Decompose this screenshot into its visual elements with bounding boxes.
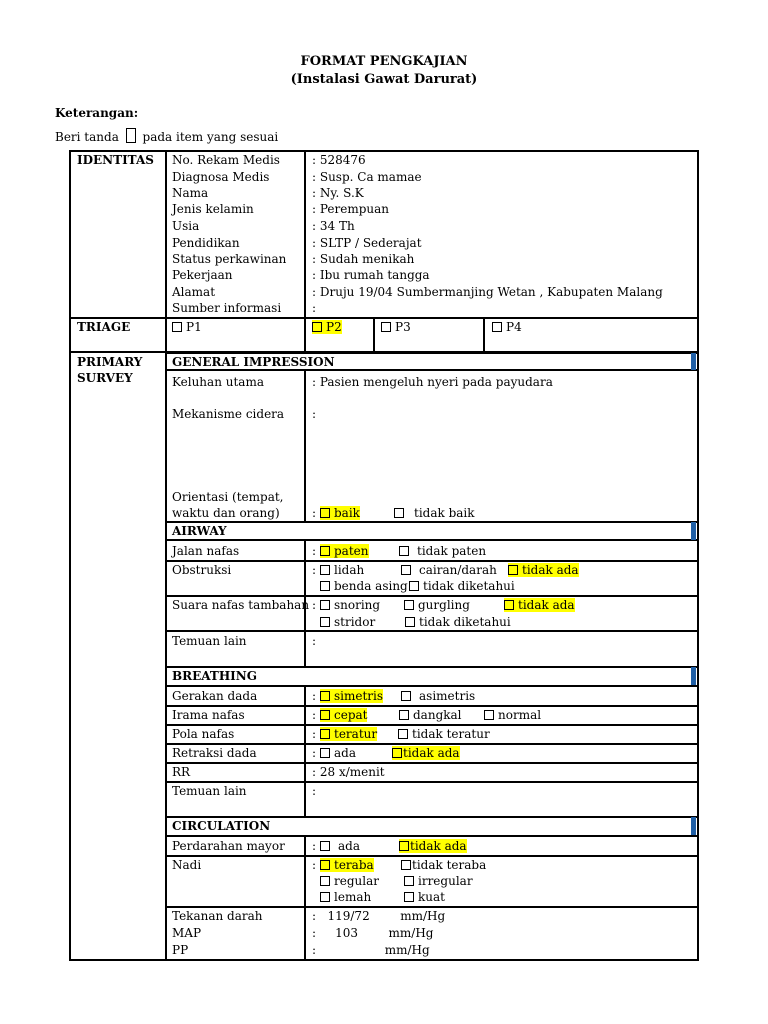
identitas-field-label: Nama bbox=[172, 186, 209, 200]
airway-temuan-value: : bbox=[312, 634, 317, 648]
nadi-option-kuat[interactable]: kuat bbox=[404, 890, 445, 904]
identitas-field-value: : Ibu rumah tangga bbox=[312, 268, 430, 282]
nadi-label: Nadi bbox=[172, 858, 202, 872]
orientasi-label-1: Orientasi (tempat, bbox=[172, 490, 284, 504]
jalan-option-tidak-paten[interactable]: tidak paten bbox=[399, 544, 486, 558]
irama-option-normal[interactable]: normal bbox=[484, 708, 541, 722]
obstruksi-option-benda-asing[interactable]: benda asing bbox=[320, 579, 408, 593]
nadi-option-lemah[interactable]: lemah bbox=[320, 890, 371, 904]
checkbox-icon bbox=[409, 581, 419, 591]
identitas-label: IDENTITAS bbox=[77, 153, 154, 167]
pp-label: PP bbox=[172, 943, 189, 957]
perdarahan-option-tidak-ada[interactable]: tidak ada bbox=[399, 839, 467, 853]
pola-option-tidak-teratur[interactable]: tidak teratur bbox=[398, 727, 490, 741]
obstruksi-option-cairan[interactable]: cairan/darah bbox=[401, 563, 497, 577]
suara-option-stridor[interactable]: stridor bbox=[320, 615, 375, 629]
checkbox-icon bbox=[320, 546, 330, 556]
checkbox-icon bbox=[320, 600, 330, 610]
irama-nafas-label: Irama nafas bbox=[172, 708, 245, 722]
orientasi-option-baik[interactable]: baik bbox=[320, 506, 360, 520]
identitas-field-value: : SLTP / Sederajat bbox=[312, 236, 422, 250]
nadi-option-teraba[interactable]: teraba bbox=[320, 858, 374, 872]
checkbox-icon bbox=[320, 892, 330, 902]
map-label: MAP bbox=[172, 926, 202, 940]
identitas-field-label: Jenis kelamin bbox=[172, 202, 254, 216]
checkbox-icon bbox=[484, 710, 494, 720]
checkbox-icon bbox=[320, 729, 330, 739]
checkbox-icon bbox=[320, 565, 330, 575]
checkbox-icon bbox=[399, 841, 409, 851]
identitas-field-value: : Perempuan bbox=[312, 202, 390, 216]
triage-option-p4[interactable]: P4 bbox=[492, 320, 522, 334]
colon: : bbox=[312, 598, 317, 612]
colon: : bbox=[312, 727, 317, 741]
airway-temuan-label: Temuan lain bbox=[172, 634, 247, 648]
note-label: Keterangan: bbox=[55, 106, 139, 120]
suara-option-gurgling[interactable]: gurgling bbox=[404, 598, 470, 612]
tekanan-darah-value: : 119/72 mm/Hg bbox=[312, 909, 446, 923]
pp-value: : mm/Hg bbox=[312, 943, 430, 957]
checkbox-icon bbox=[320, 691, 330, 701]
instruction bbox=[55, 128, 278, 144]
orientasi-label-2: waktu dan orang) bbox=[172, 506, 280, 520]
identitas-field-label: Pekerjaan bbox=[172, 268, 233, 282]
checkbox-icon bbox=[320, 581, 330, 591]
map-value: : 103 mm/Hg bbox=[312, 926, 434, 940]
checkbox-icon bbox=[320, 841, 330, 851]
checkbox-icon bbox=[492, 322, 502, 332]
orientasi-option-tidak-baik[interactable]: tidak baik bbox=[394, 506, 475, 520]
identitas-field-label: Sumber informasi bbox=[172, 301, 282, 315]
jalan-nafas-label: Jalan nafas bbox=[172, 544, 240, 558]
gerakan-option-simetris[interactable]: simetris bbox=[320, 689, 383, 703]
checkbox-icon bbox=[394, 508, 404, 518]
rr-value: : 28 x/menit bbox=[312, 765, 385, 779]
checkbox-icon bbox=[405, 617, 415, 627]
obstruksi-label: Obstruksi bbox=[172, 563, 232, 577]
triage-label: TRIAGE bbox=[77, 320, 131, 334]
identitas-field-label: Usia bbox=[172, 219, 200, 233]
checkbox-icon bbox=[399, 546, 409, 556]
identitas-field-value: : 528476 bbox=[312, 153, 366, 167]
colon: : bbox=[312, 563, 317, 577]
identitas-field-value: : bbox=[312, 301, 317, 315]
pola-nafas-label: Pola nafas bbox=[172, 727, 235, 741]
colon: : bbox=[312, 839, 317, 853]
checkbox-icon bbox=[312, 322, 322, 332]
pola-option-teratur[interactable]: teratur bbox=[320, 727, 377, 741]
checkbox-icon bbox=[320, 508, 330, 518]
identitas-field-label: Diagnosa Medis bbox=[172, 170, 270, 184]
checkbox-icon bbox=[381, 322, 391, 332]
irama-option-cepat[interactable]: cepat bbox=[320, 708, 367, 722]
identitas-field-label: Status perkawinan bbox=[172, 252, 287, 266]
page-subtitle: (Instalasi Gawat Darurat) bbox=[290, 72, 478, 87]
nadi-option-tidak-teraba[interactable]: tidak teraba bbox=[401, 858, 486, 872]
breathing-heading: BREATHING bbox=[172, 669, 258, 683]
suara-option-snoring[interactable]: snoring bbox=[320, 598, 380, 612]
checkmark-placeholder-icon bbox=[126, 128, 136, 143]
identitas-field-label: Pendidikan bbox=[172, 236, 240, 250]
instruction-post: pada item yang sesuai bbox=[142, 130, 279, 144]
colon: : bbox=[312, 858, 317, 872]
jalan-option-paten[interactable]: paten bbox=[320, 544, 369, 558]
airway-heading: AIRWAY bbox=[172, 524, 227, 538]
keluhan-value: : Pasien mengeluh nyeri pada payudara bbox=[312, 375, 553, 389]
perdarahan-label: Perdarahan mayor bbox=[172, 839, 285, 853]
retraksi-option-tidak-ada[interactable]: tidak ada bbox=[392, 746, 460, 760]
instruction-pre: Beri tanda bbox=[55, 130, 119, 144]
retraksi-dada-label: Retraksi dada bbox=[172, 746, 257, 760]
identitas-field-value: : Druju 19/04 Sumbermanjing Wetan , Kabupaten Malang bbox=[312, 285, 663, 299]
tekanan-darah-label: Tekanan darah bbox=[172, 909, 263, 923]
checkbox-icon bbox=[401, 565, 411, 575]
checkbox-icon bbox=[320, 617, 330, 627]
keluhan-label: Keluhan utama bbox=[172, 375, 264, 389]
identitas-field-label: Alamat bbox=[172, 285, 216, 299]
nadi-option-regular[interactable]: regular bbox=[320, 874, 379, 888]
checkbox-icon bbox=[508, 565, 518, 575]
colon: : bbox=[312, 708, 317, 722]
checkbox-icon bbox=[399, 710, 409, 720]
checkbox-icon bbox=[392, 748, 402, 758]
nadi-option-irregular[interactable]: irregular bbox=[404, 874, 473, 888]
checkbox-icon bbox=[320, 876, 330, 886]
identitas-field-value: : 34 Th bbox=[312, 219, 355, 233]
orientasi-colon: : bbox=[312, 506, 317, 520]
identitas-field-value: : Ny. S.K bbox=[312, 186, 364, 200]
perdarahan-option-ada[interactable]: ada bbox=[320, 839, 360, 853]
general-impression-heading: GENERAL IMPRESSION bbox=[172, 355, 335, 369]
colon: : bbox=[312, 689, 317, 703]
mekanisme-label: Mekanisme cidera bbox=[172, 407, 285, 421]
obstruksi-option-tidak-ada[interactable]: tidak ada bbox=[508, 563, 579, 577]
triage-option-p1[interactable]: P1 bbox=[172, 320, 202, 334]
triage-option-p3[interactable]: P3 bbox=[381, 320, 411, 334]
gerakan-option-asimetris[interactable]: asimetris bbox=[401, 689, 475, 703]
obstruksi-option-lidah[interactable]: lidah bbox=[320, 563, 364, 577]
suara-option-tidak-ada[interactable]: tidak ada bbox=[504, 598, 575, 612]
irama-option-dangkal[interactable]: dangkal bbox=[399, 708, 462, 722]
checkbox-icon bbox=[320, 710, 330, 720]
obstruksi-option-tidak-diketahui[interactable]: tidak diketahui bbox=[409, 579, 515, 593]
identitas-field-value: : Sudah menikah bbox=[312, 252, 415, 266]
breathing-temuan-label: Temuan lain bbox=[172, 784, 247, 798]
identitas-field-value: : Susp. Ca mamae bbox=[312, 170, 422, 184]
checkbox-icon bbox=[504, 600, 514, 610]
breathing-temuan-value: : bbox=[312, 784, 317, 798]
checkbox-icon bbox=[401, 860, 411, 870]
gerakan-dada-label: Gerakan dada bbox=[172, 689, 258, 703]
checkbox-icon bbox=[401, 691, 411, 701]
checkbox-icon bbox=[398, 729, 408, 739]
suara-nafas-label: Suara nafas tambahan bbox=[172, 598, 310, 612]
checkbox-icon bbox=[404, 600, 414, 610]
colon: : bbox=[312, 746, 317, 760]
checkbox-icon bbox=[404, 876, 414, 886]
retraksi-option-ada[interactable]: ada bbox=[320, 746, 356, 760]
primary-survey-label-1: PRIMARY bbox=[77, 355, 143, 369]
checkbox-icon bbox=[404, 892, 414, 902]
identitas-field-label: No. Rekam Medis bbox=[172, 153, 280, 167]
triage-option-p2[interactable]: P2 bbox=[312, 320, 342, 334]
page-title: FORMAT PENGKAJIAN bbox=[300, 54, 468, 69]
checkbox-icon bbox=[320, 860, 330, 870]
checkbox-icon bbox=[320, 748, 330, 758]
primary-survey-label-2: SURVEY bbox=[77, 371, 133, 385]
rr-label: RR bbox=[172, 765, 191, 779]
suara-option-tidak-diketahui[interactable]: tidak diketahui bbox=[405, 615, 511, 629]
colon: : bbox=[312, 544, 317, 558]
mekanisme-value: : bbox=[312, 407, 317, 421]
checkbox-icon bbox=[172, 322, 182, 332]
circulation-heading: CIRCULATION bbox=[172, 819, 271, 833]
